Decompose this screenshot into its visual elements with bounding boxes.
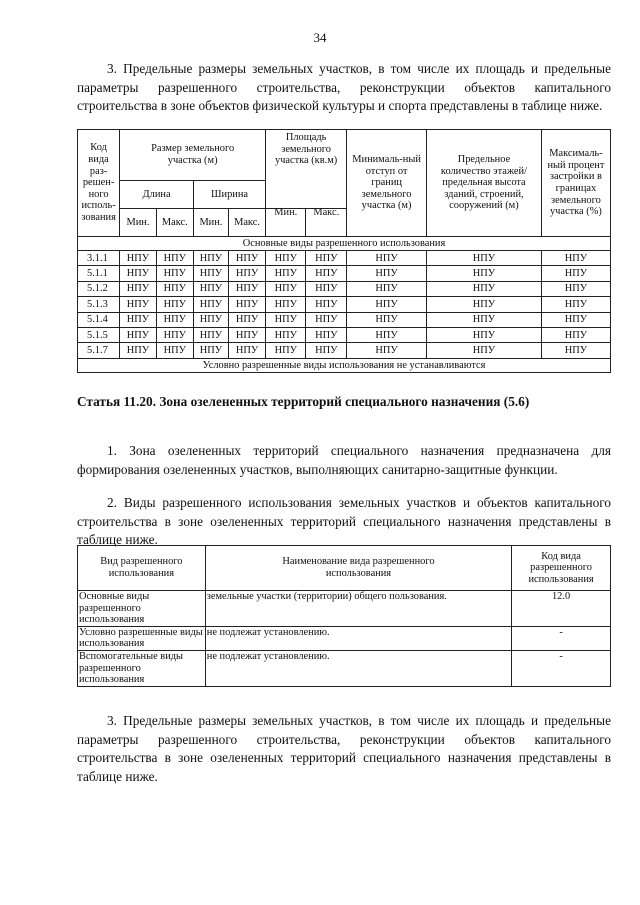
header-width: Ширина <box>193 181 265 209</box>
table-row <box>78 297 611 312</box>
section-main-uses: Основные виды разрешенного использования <box>78 237 611 251</box>
row-value: НПУ <box>156 281 193 296</box>
use-name-cell: не подлежат установлению. <box>205 626 511 650</box>
paragraph-1: 1. Зона озелененных территорий специального назначения предназначена для формирования озелененных участков, выполняющих санитарно-защитные функции. <box>77 443 611 477</box>
row-value: НПУ <box>347 266 427 281</box>
row-value: НПУ <box>347 251 427 266</box>
row-value: НПУ <box>120 281 157 296</box>
row-value: НПУ <box>156 251 193 266</box>
row-value: НПУ <box>427 312 542 327</box>
row-value: НПУ <box>228 297 265 312</box>
row-value: НПУ <box>120 297 157 312</box>
row-value: НПУ <box>193 327 228 342</box>
row-value: НПУ <box>228 251 265 266</box>
row-value: НПУ <box>266 327 306 342</box>
use-type-cell: Условно разрешенные виды использования <box>78 626 206 650</box>
row-value: НПУ <box>156 312 193 327</box>
row-value: НПУ <box>306 327 347 342</box>
section-conditional-uses: Условно разрешенные виды использования не устанавливаются <box>78 358 611 372</box>
header-floors: Предельное количество этажей/ предельная высота зданий, строений, сооружений (м) <box>427 130 542 237</box>
row-value: НПУ <box>193 297 228 312</box>
header-size: Размер земельного участка (м) <box>120 130 266 181</box>
row-value: НПУ <box>347 297 427 312</box>
row-value: НПУ <box>541 327 610 342</box>
row-value: НПУ <box>427 266 542 281</box>
row-code: 5.1.4 <box>78 312 120 327</box>
row-value: НПУ <box>427 327 542 342</box>
header-area-min: Мин. <box>266 199 306 227</box>
row-value: НПУ <box>120 343 157 358</box>
header-use-code: Код вида разрешенного использования <box>512 546 611 591</box>
header-setback: Минималь-ный отступ от границ земельного участка (м) <box>347 130 427 237</box>
row-value: НПУ <box>228 281 265 296</box>
row-value: НПУ <box>120 266 157 281</box>
row-code: 5.1.2 <box>78 281 120 296</box>
header-width-max: Макс. <box>228 209 265 237</box>
row-value: НПУ <box>156 297 193 312</box>
row-value: НПУ <box>427 297 542 312</box>
header-length: Длина <box>120 181 194 209</box>
row-value: НПУ <box>193 266 228 281</box>
paragraph-3: 3. Предельные размеры земельных участков, в том числе их площадь и предельные параметры разрешенного строительства, реконструкции объектов капитального строительства в зоне озелененных территорий специального назначения представлены в таблице ниже. <box>77 713 611 784</box>
row-value: НПУ <box>193 312 228 327</box>
table-row <box>78 626 611 650</box>
row-value: НПУ <box>193 343 228 358</box>
row-value: НПУ <box>541 266 610 281</box>
header-length-min: Мин. <box>120 209 157 237</box>
row-value: НПУ <box>347 327 427 342</box>
row-value: НПУ <box>347 281 427 296</box>
row-value: НПУ <box>306 281 347 296</box>
row-value: НПУ <box>427 281 542 296</box>
use-name-cell: земельные участки (территории) общего пользования. <box>205 591 511 627</box>
row-value: НПУ <box>266 281 306 296</box>
header-width-min: Мин. <box>193 209 228 237</box>
row-value: НПУ <box>120 312 157 327</box>
permitted-uses-table <box>77 545 611 687</box>
use-code-cell: - <box>512 650 611 686</box>
row-value: НПУ <box>306 251 347 266</box>
table-row <box>78 591 611 627</box>
row-value: НПУ <box>541 297 610 312</box>
table-row <box>78 343 611 358</box>
header-area: Площадь земельного участка (кв.м) <box>266 130 347 209</box>
row-code: 5.1.7 <box>78 343 120 358</box>
use-code-cell: 12.0 <box>512 591 611 627</box>
page-number: 34 <box>313 30 327 45</box>
row-code: 5.1.1 <box>78 266 120 281</box>
table-row <box>78 266 611 281</box>
article-heading: Статья 11.20. Зона озелененных территорий специального назначения (5.6) <box>77 394 530 409</box>
use-code-cell: - <box>512 626 611 650</box>
header-code: Код вида раз- решен- ного исполь- зования <box>78 130 120 237</box>
row-value: НПУ <box>347 343 427 358</box>
row-value: НПУ <box>347 312 427 327</box>
row-value: НПУ <box>228 343 265 358</box>
row-value: НПУ <box>541 251 610 266</box>
row-value: НПУ <box>228 327 265 342</box>
header-length-max: Макс. <box>156 209 193 237</box>
row-value: НПУ <box>541 343 610 358</box>
row-value: НПУ <box>266 251 306 266</box>
row-value: НПУ <box>541 281 610 296</box>
row-code: 5.1.5 <box>78 327 120 342</box>
row-value: НПУ <box>156 327 193 342</box>
row-value: НПУ <box>306 266 347 281</box>
row-value: НПУ <box>541 312 610 327</box>
table-row <box>78 650 611 686</box>
row-value: НПУ <box>266 266 306 281</box>
use-type-cell: Основные виды разрешенного использования <box>78 591 206 627</box>
row-value: НПУ <box>266 343 306 358</box>
parameters-table <box>77 129 611 373</box>
use-type-cell: Вспомогательные виды разрешенного использования <box>78 650 206 686</box>
header-use-type: Вид разрешенного использования <box>78 546 206 591</box>
table-row <box>78 251 611 266</box>
row-value: НПУ <box>427 343 542 358</box>
paragraph-2: 2. Виды разрешенного использования земельных участков и объектов капитального строительства в зоне озелененных территорий специального назначения представлены в таблице ниже. <box>77 495 611 548</box>
use-name-cell: не подлежат установлению. <box>205 650 511 686</box>
row-value: НПУ <box>120 251 157 266</box>
table-row <box>78 281 611 296</box>
table-row <box>78 312 611 327</box>
header-area-max: Макс. <box>306 199 347 227</box>
row-value: НПУ <box>427 251 542 266</box>
row-value: НПУ <box>193 251 228 266</box>
table-row <box>78 327 611 342</box>
row-value: НПУ <box>228 312 265 327</box>
row-value: НПУ <box>193 281 228 296</box>
row-value: НПУ <box>266 297 306 312</box>
row-value: НПУ <box>156 266 193 281</box>
row-value: НПУ <box>266 312 306 327</box>
row-value: НПУ <box>228 266 265 281</box>
intro-paragraph: 3. Предельные размеры земельных участков, в том числе их площадь и предельные параметры разрешенного строительства, реконструкции объектов капитального строительства в зоне объектов физической культуры и спорта представлены в таблице ниже. <box>77 61 611 114</box>
row-code: 5.1.3 <box>78 297 120 312</box>
header-coverage: Максималь-ный процент застройки в границах земельного участка (%) <box>541 130 610 237</box>
header-use-name: Наименование вида разрешенного использования <box>205 546 511 591</box>
row-value: НПУ <box>306 312 347 327</box>
row-value: НПУ <box>306 343 347 358</box>
row-value: НПУ <box>306 297 347 312</box>
row-code: 3.1.1 <box>78 251 120 266</box>
row-value: НПУ <box>120 327 157 342</box>
row-value: НПУ <box>156 343 193 358</box>
